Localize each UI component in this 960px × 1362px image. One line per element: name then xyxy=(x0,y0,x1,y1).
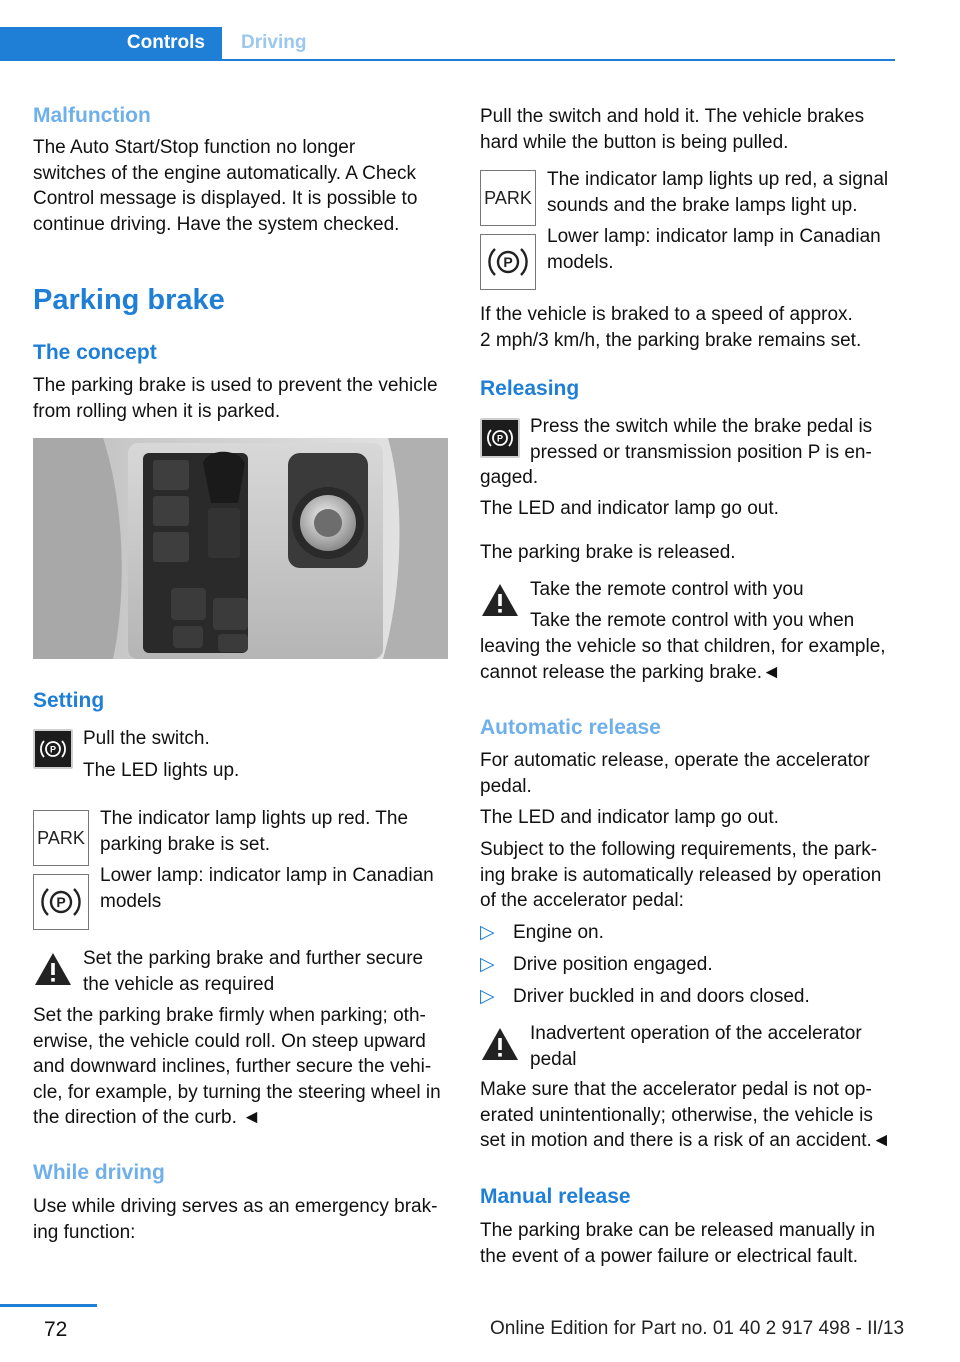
svg-text:P: P xyxy=(56,894,66,910)
tab-driving: Driving xyxy=(241,32,307,53)
while-driving-heading: While driving xyxy=(33,1161,165,1184)
accelerator-warning-title: Inadvertent operation of the accelerator pedal xyxy=(530,1023,862,1070)
press-switch-text: Press the switch while the brake pedal is pressed or transmission position P is en- xyxy=(530,416,873,463)
section-title: Parking brake xyxy=(33,284,225,316)
automatic-release-text: For automatic release, operate the accelerator pedal. xyxy=(480,750,870,797)
header-rule xyxy=(0,59,895,61)
concept-heading: The concept xyxy=(33,341,157,364)
released-text: The parking brake is released. xyxy=(480,542,736,563)
footer-rule xyxy=(0,1304,97,1307)
remote-warning-title: Take the remote control with you xyxy=(530,579,804,600)
park-indicator-text: The indicator lamp lights up red, a signal sounds and the brake lamps light up. xyxy=(547,169,889,216)
p-indicator-icon xyxy=(480,234,536,290)
braked-speed-text: If the vehicle is braked to a speed of approx. 2 mph/3 km/h, the parking brake remains set. xyxy=(480,304,862,351)
auto-led-out-text: The LED and indicator lamp go out. xyxy=(480,807,779,828)
edition-footer: Online Edition for Part no. 01 40 2 917 498 - II/13 xyxy=(490,1318,905,1339)
svg-text:PARK: PARK xyxy=(484,188,532,208)
park-indicator-icon xyxy=(33,810,89,866)
svg-text:P: P xyxy=(49,744,57,755)
accelerator-warning-text: Make sure that the accelerator pedal is not op- erated unintentionally; otherwise, the vehicle is set in motion and there is a risk of an accident.◄ xyxy=(480,1079,891,1151)
setting-text: Pull the switch. The LED lights up. xyxy=(83,728,240,781)
while-driving-text: Use while driving serves as an emergency brak- ing function: xyxy=(33,1196,438,1243)
warning-icon xyxy=(480,1025,520,1063)
pull-hold-text: Pull the switch and hold it. The vehicle brakes hard while the button is being pulled. xyxy=(480,106,865,153)
console-photo xyxy=(33,438,448,659)
automatic-release-heading: Automatic release xyxy=(480,716,661,739)
warning-text: Set the parking brake firmly when parking; oth- erwise, the vehicle could roll. On steep upward and downward inclines, further secure the vehi- cle, for example, by turning the steering wheel in the direction of the curb. ◄ xyxy=(33,1005,441,1128)
page-header xyxy=(0,27,895,61)
lower-lamp-text: Lower lamp: indicator lamp in Canadian models xyxy=(100,865,434,912)
remote-warning-text: leaving the vehicle so that children, for example, cannot release the parking brake.◄ xyxy=(480,636,886,683)
concept-text: The parking brake is used to prevent the vehicle from rolling when it is parked. xyxy=(33,375,438,422)
list-item: ▷ Driver buckled in and doors closed. xyxy=(480,986,810,1007)
setting-heading: Setting xyxy=(33,689,105,712)
manual-release-text: The parking brake can be released manually in the event of a power failure or electrical fault. xyxy=(480,1220,876,1267)
malfunction-heading: Malfunction xyxy=(33,104,151,127)
warning-icon xyxy=(480,581,520,619)
park-indicator-icon xyxy=(480,170,536,226)
list-item: ▷ Engine on. xyxy=(480,922,604,943)
releasing-heading: Releasing xyxy=(480,377,580,400)
press-switch-text-cont: gaged. xyxy=(480,467,539,488)
p-indicator-icon xyxy=(33,874,89,930)
led-out-text: The LED and indicator lamp go out. xyxy=(480,498,779,519)
svg-text:P: P xyxy=(503,254,513,270)
requirements-text: Subject to the following requirements, the park- ing brake is automatically released by operation of the accelerator pedal: xyxy=(480,839,882,911)
malfunction-text: The Auto Start/Stop function no longer switches of the engine automatically. A Check Control message is displayed. It is possible to continue driving. Have the system checked. xyxy=(33,137,418,235)
lower-lamp-text: Lower lamp: indicator lamp in Canadian models. xyxy=(547,226,881,273)
warning-icon xyxy=(33,950,73,988)
list-item: ▷ Drive position engaged. xyxy=(480,954,713,975)
tab-controls: Controls xyxy=(0,27,222,61)
parking-brake-switch-icon xyxy=(33,729,73,769)
warning-title: Set the parking brake and further secure the vehicle as required xyxy=(83,948,424,995)
parking-brake-switch-icon xyxy=(480,418,520,458)
svg-text:P: P xyxy=(496,433,504,444)
svg-text:PARK: PARK xyxy=(37,828,85,848)
page-number: 72 xyxy=(44,1318,68,1341)
manual-release-heading: Manual release xyxy=(480,1185,631,1208)
remote-warning-text-1: Take the remote control with you when xyxy=(530,610,855,631)
park-indicator-text: The indicator lamp lights up red. The parking brake is set. xyxy=(100,808,409,855)
